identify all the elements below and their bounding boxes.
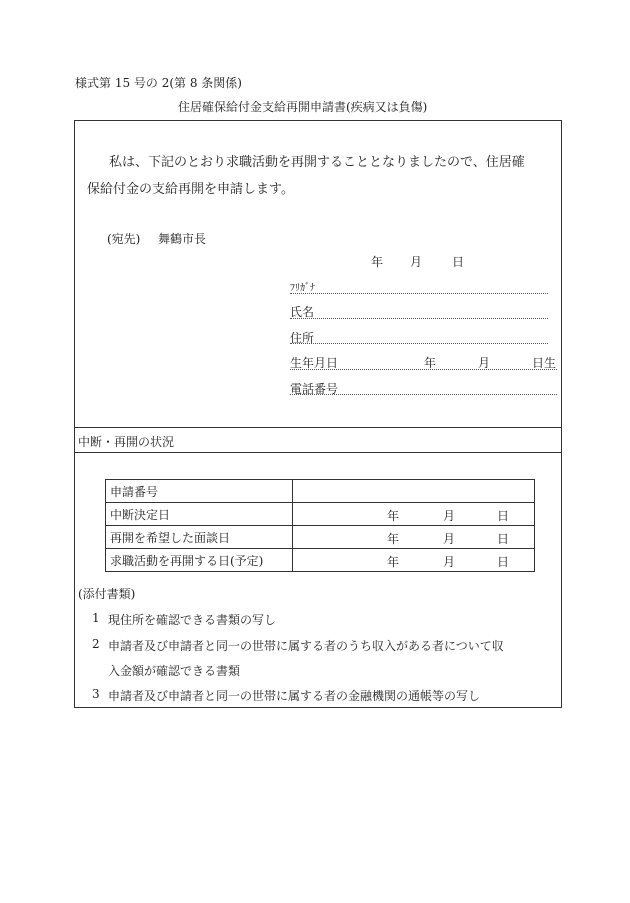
year-unit: 年 — [387, 555, 400, 569]
attachment-3-number: 3 — [92, 687, 100, 701]
attachment-2-text-line-2: 入金額が確認できる書類 — [108, 664, 241, 678]
attachment-1-text: 現住所を確認できる書類の写し — [108, 613, 277, 627]
birth-year-label: 年 — [424, 356, 437, 370]
name-label: 氏名 — [290, 305, 315, 319]
birth-day-suffix: 日生 — [532, 356, 557, 370]
status-section-heading: 中断・再開の状況 — [78, 435, 175, 449]
table-row — [106, 503, 535, 526]
form-number-label: 様式第 15 号の 2(第 8 条関係) — [75, 76, 242, 90]
address-field[interactable] — [290, 343, 548, 344]
year-unit: 年 — [387, 532, 400, 546]
row-label-interview-date: 再開を希望した面談日 — [106, 526, 293, 549]
address-label: 住所 — [290, 331, 315, 345]
birthdate-label: 生年月日 — [290, 356, 339, 370]
status-table — [105, 479, 535, 572]
birthdate-field[interactable] — [290, 369, 557, 370]
month-unit: 月 — [443, 532, 456, 546]
furigana-field[interactable] — [290, 293, 548, 294]
name-field[interactable] — [290, 318, 548, 319]
day-unit: 日 — [497, 555, 510, 569]
attachment-3-text: 申請者及び申請者と同一の世帯に属する者の金融機関の通帳等の写し — [108, 689, 481, 703]
month-unit: 月 — [443, 509, 456, 523]
application-form-box — [74, 120, 562, 708]
date-year-label: 年 — [371, 255, 384, 269]
attachments-heading: (添付書類) — [78, 587, 136, 601]
section-divider-bottom — [75, 452, 561, 453]
attachment-2-number: 2 — [92, 637, 100, 651]
body-text-line-1: 私は、下記のとおり求職活動を再開することとなりましたので、住居確 — [109, 155, 525, 170]
day-unit: 日 — [497, 532, 510, 546]
phone-label: 電話番号 — [290, 382, 339, 396]
suspension-date-field[interactable] — [293, 503, 535, 526]
attachment-1-number: 1 — [92, 611, 100, 625]
date-day-label: 日 — [452, 255, 465, 269]
interview-date-field[interactable] — [293, 526, 535, 549]
addressee-prefix: (宛先) — [107, 232, 141, 246]
table-row — [106, 526, 535, 549]
document-title: 住居確保給付金支給再開申請書(疾病又は負傷) — [178, 100, 428, 114]
row-label-suspension-date: 中断決定日 — [106, 503, 293, 526]
row-label-resume-date: 求職活動を再開する日(予定) — [106, 549, 293, 572]
resume-date-field[interactable] — [293, 549, 535, 572]
attachment-2-text-line-1: 申請者及び申請者と同一の世帯に属する者のうち収入がある者について収 — [108, 639, 504, 653]
day-unit: 日 — [497, 509, 510, 523]
month-unit: 月 — [443, 555, 456, 569]
year-unit: 年 — [387, 509, 400, 523]
body-text-line-2: 保給付金の支給再開を申請します。 — [87, 182, 294, 197]
date-month-label: 月 — [410, 255, 423, 269]
addressee-name: 舞鶴市長 — [158, 232, 207, 246]
phone-field[interactable] — [290, 394, 557, 395]
table-row — [106, 549, 535, 572]
birth-month-label: 月 — [478, 356, 491, 370]
row-label-application-number: 申請番号 — [106, 480, 293, 503]
application-number-field[interactable] — [293, 480, 535, 503]
table-row — [106, 480, 535, 503]
furigana-label: ﾌﾘｶﾞﾅ — [290, 283, 315, 294]
section-divider-top — [75, 427, 561, 428]
